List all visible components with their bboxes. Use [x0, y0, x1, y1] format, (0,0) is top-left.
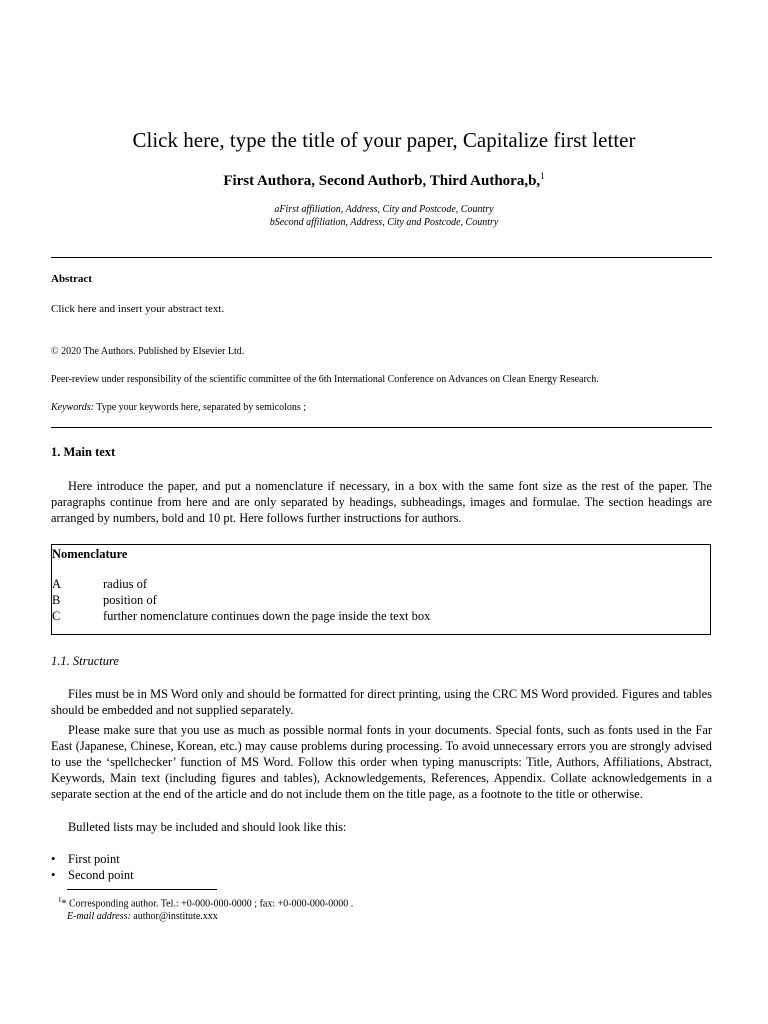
nomenclature-title: Nomenclature: [52, 547, 128, 561]
abstract-heading: Abstract: [51, 273, 92, 285]
nomenclature-row: [52, 577, 692, 592]
paper-title: Click here, type the title of your paper, Capitalize first letter: [132, 128, 636, 152]
abstract-text: Click here and insert your abstract text.: [51, 303, 225, 315]
bullet-icon: •: [51, 852, 56, 866]
peer-review-line: Peer-review under responsibility of the scientific committee of the 6th International Conference on Advances on Clean Energy Research.: [51, 374, 599, 385]
author-list: [0, 171, 768, 190]
structure-paragraph-2: Please make sure that you use as much as possible normal fonts in your documents. Special fonts, such as fonts used in the Far East (Japanese, Chinese, Korean, etc.) may cause problems during processing. To avoid unnecessary errors you are strongly advised to use the ‘spellchecker’ function of MS Word. Follow this order when typing manuscripts: Title, Authors, Affiliations, Abstract, Keywords, Main text (including figures and tables), Acknowledgements, References, Appendix. Collate acknowledgements in a separate section at the end of the article and do not include them on the title page, as a footnote to the title or otherwise.: [51, 723, 712, 801]
authors-text: First Authora, Second Authorb, Third Authora,b,: [223, 173, 541, 189]
intro-paragraph: Here introduce the paper, and put a nomenclature if necessary, in a box with the same font size as the rest of the paper. The paragraphs continue from here and are only separated by headings, subheadings, images and formulae. The section headings are arranged by numbers, bold and 10 pt. Here follows further instructions for authors.: [51, 479, 712, 525]
nomenclature-symbol: B: [52, 593, 61, 607]
nomenclature-symbol: A: [52, 577, 62, 591]
keywords-label: Keywords:: [51, 402, 94, 413]
abstract-bottom-rule: [51, 427, 712, 428]
email-label: E-mail address:: [67, 911, 131, 922]
nomenclature-description: further nomenclature continues down the page inside the text box: [103, 609, 431, 623]
section-heading: 1. Main text: [51, 445, 116, 459]
footnote-rule: [67, 889, 217, 890]
list-item-text: Second point: [68, 868, 134, 882]
nomenclature-description: position of: [103, 593, 157, 607]
corresponding-author-text: * Corresponding author. Tel.: +0-000-000-0000 ; fax: +0-000-000-0000 .: [61, 898, 354, 910]
nomenclature-row: [52, 593, 692, 608]
author-footnote-marker: 1: [540, 171, 545, 181]
list-item: [51, 868, 134, 883]
affiliation-a: aFirst affiliation, Address, City and Postcode, Country: [274, 204, 494, 215]
copyright-line: © 2020 The Authors. Published by Elsevier Ltd.: [51, 346, 245, 357]
footnote-marker: 1: [58, 896, 62, 904]
keywords-text: Type your keywords here, separated by semicolons ;: [93, 402, 307, 413]
structure-paragraph-3: Bulleted lists may be included and should look like this:: [68, 820, 347, 834]
email-value: author@institute.xxx: [130, 911, 218, 922]
top-rule: [51, 257, 712, 258]
nomenclature-description: radius of: [103, 577, 148, 591]
nomenclature-row: [52, 609, 692, 624]
list-item-text: First point: [68, 852, 120, 866]
affiliation-b: bSecond affiliation, Address, City and Postcode, Country: [269, 217, 499, 228]
nomenclature-box: [51, 544, 711, 635]
footnote-corresponding: [58, 896, 353, 909]
keywords-line: [51, 402, 306, 413]
subsection-heading: 1.1. Structure: [51, 654, 119, 668]
bullet-icon: •: [51, 868, 56, 882]
list-item: [51, 852, 120, 867]
structure-paragraph-1: Files must be in MS Word only and should be formatted for direct printing, using the CRC MS Word provided. Figures and tables should be embedded and not supplied separately.: [51, 687, 712, 717]
nomenclature-symbol: C: [52, 609, 61, 623]
footnote-email: [67, 911, 218, 922]
